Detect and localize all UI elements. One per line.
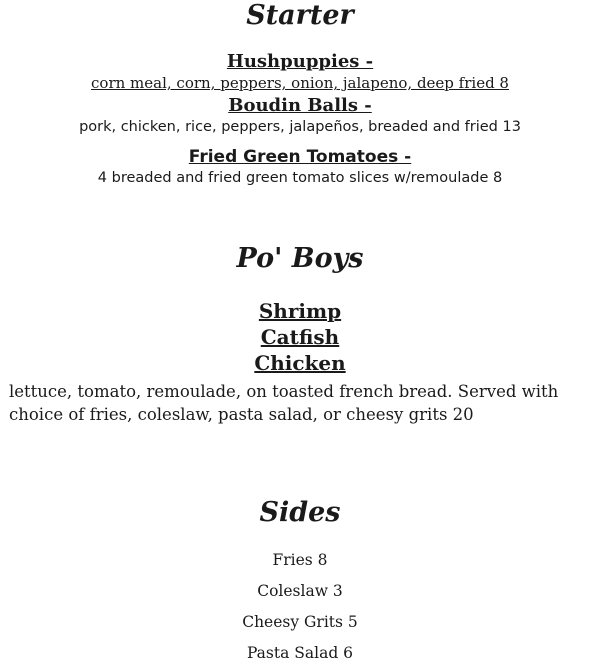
- starter-item-boudin-balls: [0, 95, 600, 137]
- poboy-description-line2: choice of fries, coleslaw, pasta salad, or cheesy grits 20: [9, 405, 474, 424]
- poboy-option-chicken: Chicken: [254, 351, 346, 375]
- starter-item-hushpuppies: [0, 51, 600, 93]
- starter-title: Starter: [246, 0, 354, 31]
- item-description: corn meal, corn, peppers, onion, jalapeno, deep fried 8: [91, 74, 509, 92]
- side-item-coleslaw: Coleslaw 3: [257, 582, 343, 600]
- poboy-option-catfish: Catfish: [260, 325, 340, 349]
- item-description: 4 breaded and fried green tomato slices w/remoulade 8: [97, 170, 503, 186]
- side-item-fries: Fries 8: [272, 551, 328, 569]
- item-name: Boudin Balls -: [228, 95, 372, 116]
- item-name: Fried Green Tomatoes -: [188, 147, 412, 167]
- item-name: Hushpuppies -: [226, 51, 374, 72]
- starter-item-fried-green-tomatoes: [0, 146, 600, 188]
- side-item-pasta-salad: Pasta Salad 6: [246, 644, 354, 662]
- side-item-cheesy-grits: Cheesy Grits 5: [242, 613, 358, 631]
- poboy-option-shrimp: Shrimp: [258, 299, 342, 323]
- poboy-description-line1: lettuce, tomato, remoulade, on toasted french bread. Served with: [9, 382, 559, 401]
- sides-title: Sides: [259, 497, 341, 528]
- poboys-title: Po' Boys: [236, 243, 364, 274]
- item-description: pork, chicken, rice, peppers, jalapeños, breaded and fried 13: [79, 119, 521, 135]
